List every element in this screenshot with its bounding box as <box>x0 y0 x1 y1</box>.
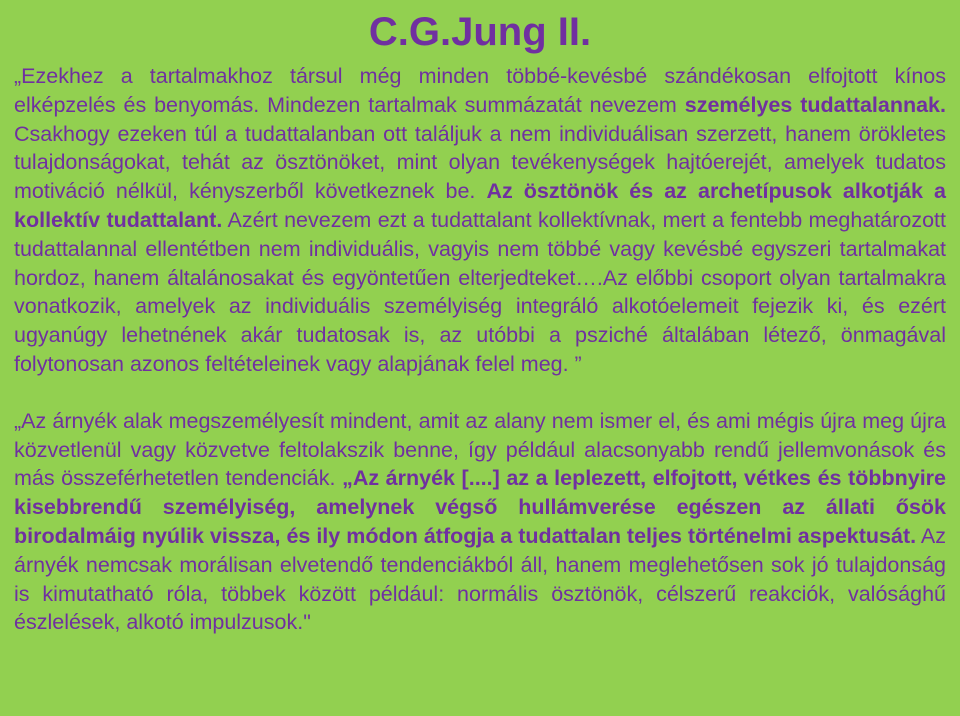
p1-bold-personal-unconscious: személyes tudattalannak. <box>684 92 946 117</box>
p1-text-2: Csakhogy ezeken túl a tudattalanban ott találjuk a nem individuálisan szerzett, hanem örökletes tulajdonságokat, tehát az ösztönöket, mint olyan tevékenységek hajtóerejét, amelyek tudatos motiváció nélkül, kényszerből következnek be. <box>14 121 946 204</box>
p1-bold-archetypes: Az ösztönök és az archetípusok alkotják a kollektív tudattalant. <box>14 179 946 232</box>
paragraph-shadow <box>14 407 946 637</box>
p1-text-3: Azért nevezem ezt a tudattalant kollektívnak, mert a fentebb meghatározott tudattalannal ellentétben nem individuális, vagyis nem többé vagy kevésbé egyszeri tartalmakat hordoz, hanem általánosakat és egyöntetűen elterjedteket….Az előbbi csoport olyan tartalmakra vonatkozik, amelyek az individuális személyiség integráló alkotóelemeit fejezik ki, és ezért ugyanúgy lehetnének akár tudatosak is, az utóbbi a psziché általában létező, önmagával folytonosan azonos feltételeinek vagy alapjának felel meg. ” <box>14 207 946 376</box>
p2-text-1: „Az árnyék alak megszemélyesít mindent, amit az alany nem ismer el, és ami mégis újra meg újra közvetlenül vagy közvetve feltolakszik benne, így például alacsonyabb rendű jellemvonások és más összeférhetetlen tendenciák. <box>14 408 946 491</box>
paragraph-collective-unconscious <box>14 62 946 379</box>
p2-text-2: Az árnyék nemcsak morálisan elvetendő tendenciákból áll, hanem meglehetősen sok jó tulajdonság is kimutatható róla, többek között például: normális ösztönök, célszerű reakciók, valósághű észlelések, alkotó impulzusok." <box>14 523 946 635</box>
p1-text-1: „Ezekhez a tartalmakhoz társul még minden többé-kevésbé szándékosan elfojtott kínos elképzelés és benyomás. Mindezen tartalmak summázatát nevezem <box>14 64 946 117</box>
p2-bold-shadow-definition: „Az árnyék [....] az a leplezett, elfojtott, vétkes és többnyire kisebbrendű személyiség, amelynek végső hullámverése egészen az állati ősök birodalmáig nyúlik vissza, és ily módon átfogja a tudattalan teljes történelmi aspektusát. <box>14 466 946 548</box>
slide-title: C.G.Jung II. <box>368 10 592 54</box>
